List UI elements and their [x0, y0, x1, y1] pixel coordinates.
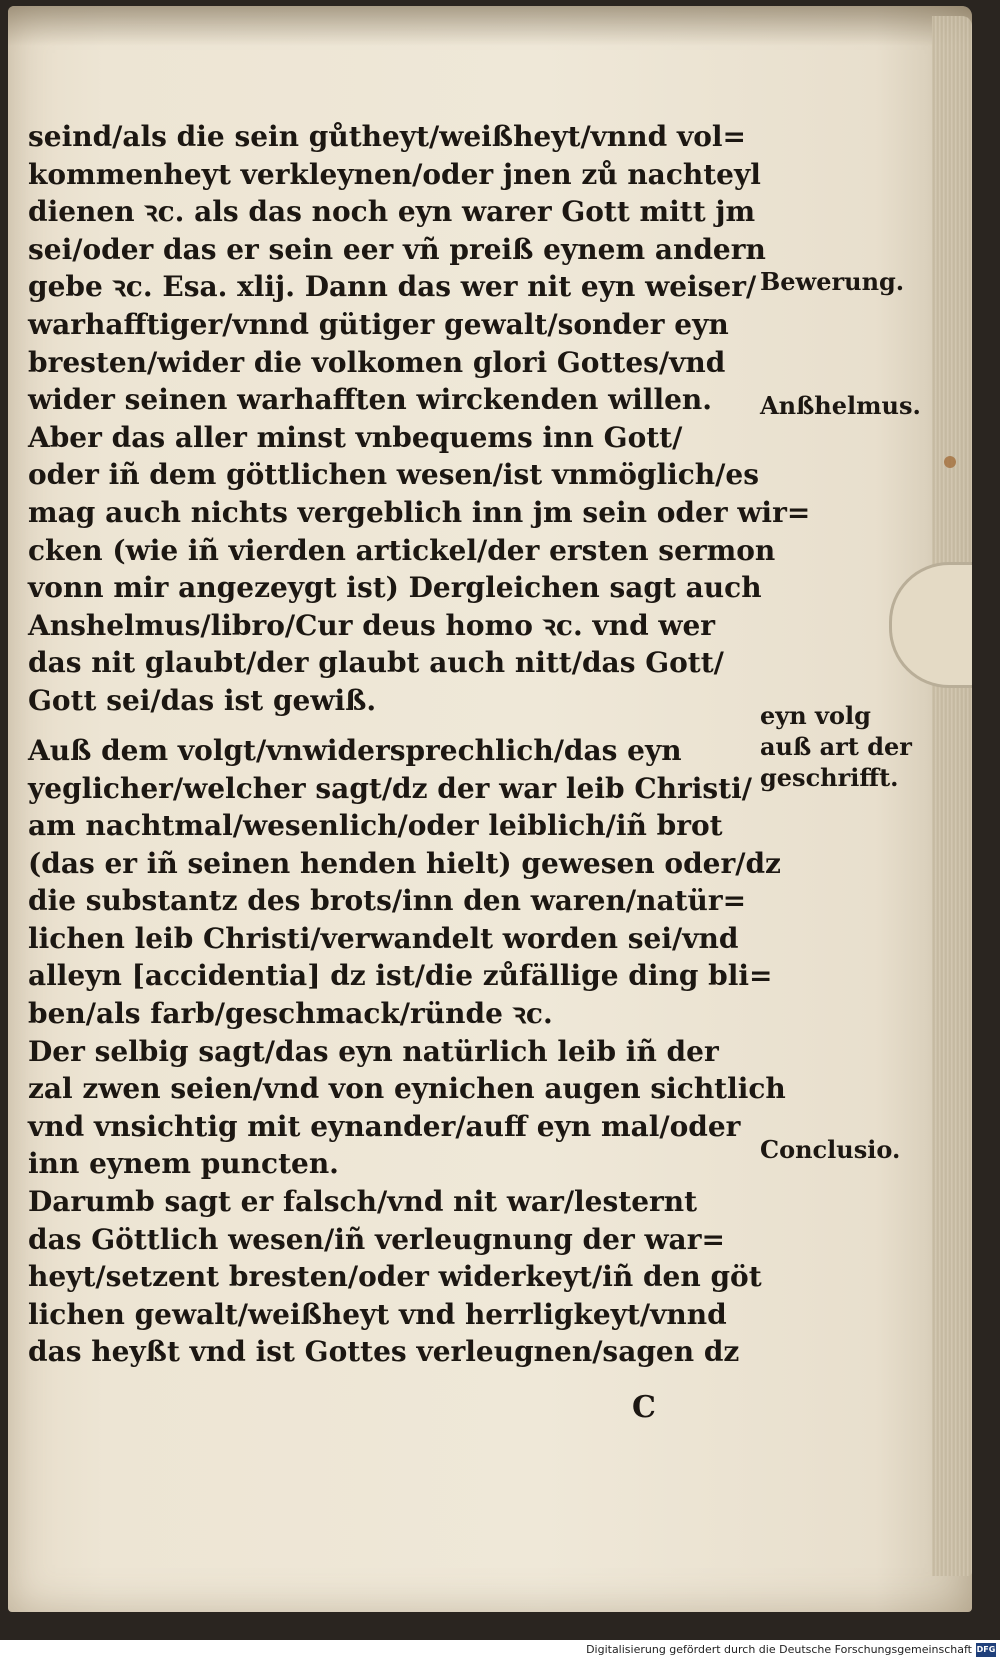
marginal-note-line: Bewerung. — [760, 267, 905, 296]
marginal-note-volg — [760, 700, 960, 793]
text-line: (das er iñ seinen henden hielt) gewesen oder/dz — [28, 846, 781, 880]
dfg-logo-icon: DFG — [976, 1643, 996, 1657]
text-line: kommenheyt verkleynen/oder jnen zů nachteyl — [28, 157, 761, 191]
text-line: Aber das aller minst vnbequems inn Gott/ — [28, 420, 683, 454]
marginal-note-line: eyn volg — [760, 701, 871, 730]
page-tab-marker — [889, 562, 972, 688]
marginal-note-conclusio — [760, 1134, 960, 1165]
text-line: warhafftiger/vnnd gütiger gewalt/sonder eyn — [28, 307, 729, 341]
text-line: lichen gewalt/weißheyt vnd herrligkeyt/vnnd — [28, 1297, 727, 1331]
page-top-shadow — [8, 6, 972, 46]
text-line: heyt/setzent bresten/oder widerkeyt/iñ den göt — [28, 1260, 762, 1294]
marginal-note-bewerung — [760, 266, 960, 297]
text-line: bresten/wider die volkomen glori Gottes/vnd — [28, 345, 726, 379]
text-line: das Göttlich wesen/iñ verleugnung der war= — [28, 1222, 725, 1256]
text-line: Gott sei/das ist gewiß. — [28, 683, 377, 717]
text-line: cken (wie iñ vierden artickel/der ersten sermon — [28, 533, 776, 567]
marginal-note-line: geschrifft. — [760, 763, 899, 792]
text-line: oder iñ dem göttlichen wesen/ist vnmöglich/es — [28, 458, 759, 492]
text-line: inn eynem puncten. — [28, 1147, 339, 1181]
page-fore-edge — [932, 16, 972, 1576]
text-line: Darumb sagt er falsch/vnd nit war/lesternt — [28, 1185, 698, 1219]
text-line: Der selbig sagt/das eyn natürlich leib iñ der — [28, 1034, 719, 1068]
text-line: zal zwen seien/vnd von eynichen augen sichtlich — [28, 1072, 786, 1106]
funding-credit: Digitalisierung gefördert durch die Deutsche Forschungsgemeinschaft — [586, 1643, 972, 1656]
text-line: gebe ꝛc. Esa. xlij. Dann das wer nit eyn weiser/ — [28, 270, 757, 304]
text-line: lichen leib Christi/verwandelt worden sei/vnd — [28, 921, 739, 955]
text-line: die substantz des brots/inn den waren/natür= — [28, 884, 747, 918]
ink-stain — [944, 456, 956, 468]
text-line: Auß dem volgt/vnwidersprechlich/das eyn — [28, 733, 682, 767]
marginal-note-line: Anßhelmus. — [760, 391, 921, 420]
text-line: yeglicher/welcher sagt/dz der war leib Christi/ — [28, 771, 752, 805]
text-line: vnd vnsichtig mit eynander/auff eyn mal/oder — [28, 1109, 741, 1143]
marginal-note-line: auß art der — [760, 732, 912, 761]
marginal-note-line: Conclusio. — [760, 1135, 901, 1164]
text-line: ben/als farb/geschmack/ründe ꝛc. — [28, 997, 553, 1031]
footer-bar — [0, 1640, 1000, 1662]
text-line: das nit glaubt/der glaubt auch nitt/das Gott/ — [28, 646, 724, 680]
text-line: das heyßt vnd ist Gottes verleugnen/sagen dz — [28, 1335, 740, 1369]
text-line: dienen ꝛc. als das noch eyn warer Gott mitt jm — [28, 195, 756, 229]
text-line: Anshelmus/libro/Cur deus homo ꝛc. vnd wer — [28, 608, 716, 642]
text-line: seind/als die sein gůtheyt/weißheyt/vnnd vol= — [28, 120, 747, 153]
text-line: alleyn [accidentia] dz ist/die zůfällige ding bli= — [28, 959, 773, 993]
text-line: vonn mir angezeygt ist) Dergleichen sagt auch — [28, 571, 762, 605]
marginal-note-anshelm — [760, 390, 960, 421]
text-line: sei/oder das er sein eer vñ preiß eynem andern — [28, 232, 766, 266]
text-line: mag auch nichts vergeblich inn jm sein oder wir= — [28, 495, 811, 529]
text-line: wider seinen warhafften wirckenden willen. — [28, 383, 713, 417]
text-line: am nachtmal/wesenlich/oder leiblich/iñ brot — [28, 809, 723, 843]
body-text — [28, 118, 811, 1371]
signature-mark: C — [632, 1390, 656, 1425]
